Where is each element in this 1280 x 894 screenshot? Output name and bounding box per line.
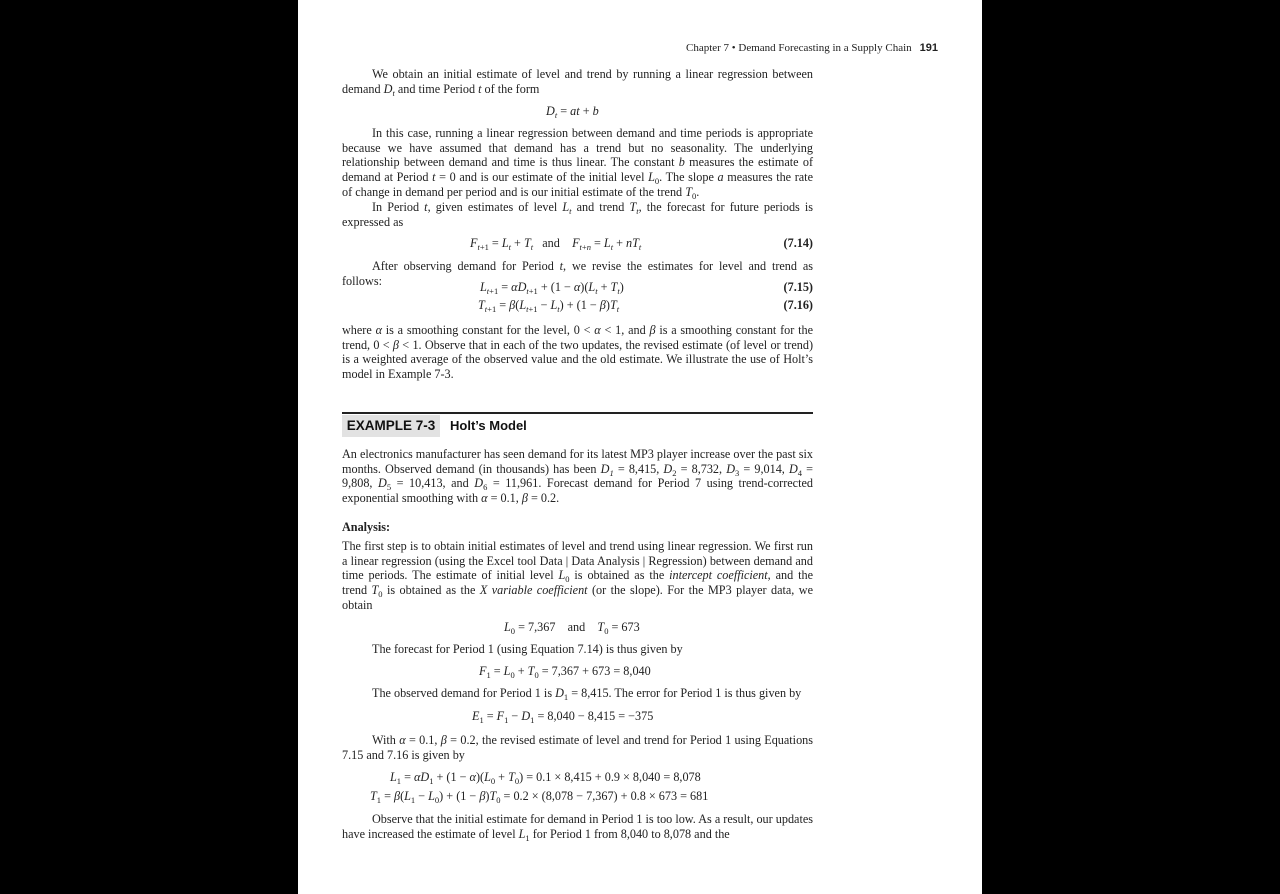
equation-level-period-1: $L_1 = \alpha D_1 + (1 - \alpha)(L_0 + T_0) = 0.1 \times 8,415 + 0.9 \times 8,040 = 8,078$ xyxy=(390,770,701,786)
example-problem: An electronics manufacturer has seen demand for its latest MP3 player increase over the past six months. Observed demand (in thousands) has been $D_1 = 8,415$, $D_2 = 8,732$, $D_3 = 9,014$, $D_4 = 9,808$, $D_5 = 10,413$, and $D_6 = 11,961$. Forecast demand for Period 7 using trend-corrected exponential smoothing with α = 0.1, β = 0.2. xyxy=(342,447,814,506)
paragraph-forecast: In Period t, given estimates of level $L_t$ and trend $T_t$, the forecast for future periods is expressed as xyxy=(342,200,813,229)
equation-number-7-14: (7.14) xyxy=(783,236,813,250)
example-rule xyxy=(342,412,813,414)
book-page xyxy=(298,0,982,894)
analysis-paragraph-3: The observed demand for Period 1 is $D_1 = 8,415$. The error for Period 1 is thus given by xyxy=(372,686,802,702)
equation-forecast-period-1: $F_1 = L_0 + T_0 = 7,367 + 673 = 8,040$ xyxy=(479,664,651,680)
equation-number-7-16: (7.16) xyxy=(783,298,813,312)
paragraph-regression: In this case, running a linear regression between demand and time periods is appropriate because we have assumed that demand has a trend but no seasonality. The underlying relationship between demand and time is thus linear. The constant b measures the estimate of demand at Period t = 0 and is our estimate of the initial level $L_0$. The slope a measures the rate of change in demand per period and is our initial estimate of the trend $T_0$. xyxy=(342,126,814,201)
analysis-paragraph-2: The forecast for Period 1 (using Equation 7.14) is thus given by xyxy=(372,642,683,656)
equation-7-15: $L_{t+1} = \alpha D_{t+1} + (1 - \alpha)(L_t + T_t)$ xyxy=(480,280,624,296)
paragraph-revise: After observing demand for Period t, we revise the estimates for level and trend as follows: xyxy=(342,259,813,288)
analysis-paragraph-1: The first step is to obtain initial estimates of level and trend using linear regression. We first run a linear regression (using the Excel tool Data | Data Analysis | Regression) between demand and time periods. The estimate of initial level $L_0$ is obtained as the intercept coefficient, and the trend $T_0$ is obtained as the X variable coefficient (or the slope). For the MP3 player data, we obtain xyxy=(342,539,813,612)
paragraph-smoothing-constants: where α is a smoothing constant for the level, 0 < α < 1, and β is a smoothing constant for the trend, 0 < β < 1. Observe that in each of the two updates, the revised estimate (of level or trend) is a weighted average of the observed value and the old estimate. We illustrate the use of Holt’s model in Example 7-3. xyxy=(342,323,813,382)
paragraph-intro: We obtain an initial estimate of level and trend by running a linear regression between demand $D_t$ and time Period t of the form xyxy=(342,67,813,98)
analysis-paragraph-4: With α = 0.1, β = 0.2, the revised estimate of level and trend for Period 1 using Equations 7.15 and 7.16 is given by xyxy=(342,733,814,762)
equation-initial-estimates: $L_0 = 7,367$ and $T_0 = 673$ xyxy=(504,620,640,636)
equation-regression: $D_t$ = at + b xyxy=(546,104,599,120)
equation-7-14: $F_{t+1} = L_t + T_t$ and $F_{t+n} = L_t + nT_t$ xyxy=(470,236,642,252)
equation-7-16: $T_{t+1} = \beta(L_{t+1} - L_t) + (1 - \beta)T_t$ xyxy=(478,298,620,314)
chapter-title: Chapter 7 • Demand Forecasting in a Supply Chain xyxy=(685,42,912,54)
analysis-heading: Analysis: xyxy=(342,520,391,534)
equation-trend-period-1: $T_1 = \beta(L_1 - L_0) + (1 - \beta)T_0 = 0.2 \times (8,078 - 7,367) + 0.8 \times 673 = 681$ xyxy=(370,789,709,805)
analysis-paragraph-5: Observe that the initial estimate for demand in Period 1 is too low. As a result, our updates have increased the estimate of level $L_1$ for Period 1 from 8,040 to 8,078 and the xyxy=(342,812,813,843)
running-head xyxy=(686,42,938,54)
page-number: 191 xyxy=(919,42,938,54)
equation-number-7-15: (7.15) xyxy=(783,280,813,294)
example-title: Holt’s Model xyxy=(450,418,527,433)
equation-error-period-1: $E_1 = F_1 - D_1 = 8,040 - 8,415 = -375$ xyxy=(472,709,654,725)
example-label: EXAMPLE 7-3 xyxy=(342,415,440,437)
